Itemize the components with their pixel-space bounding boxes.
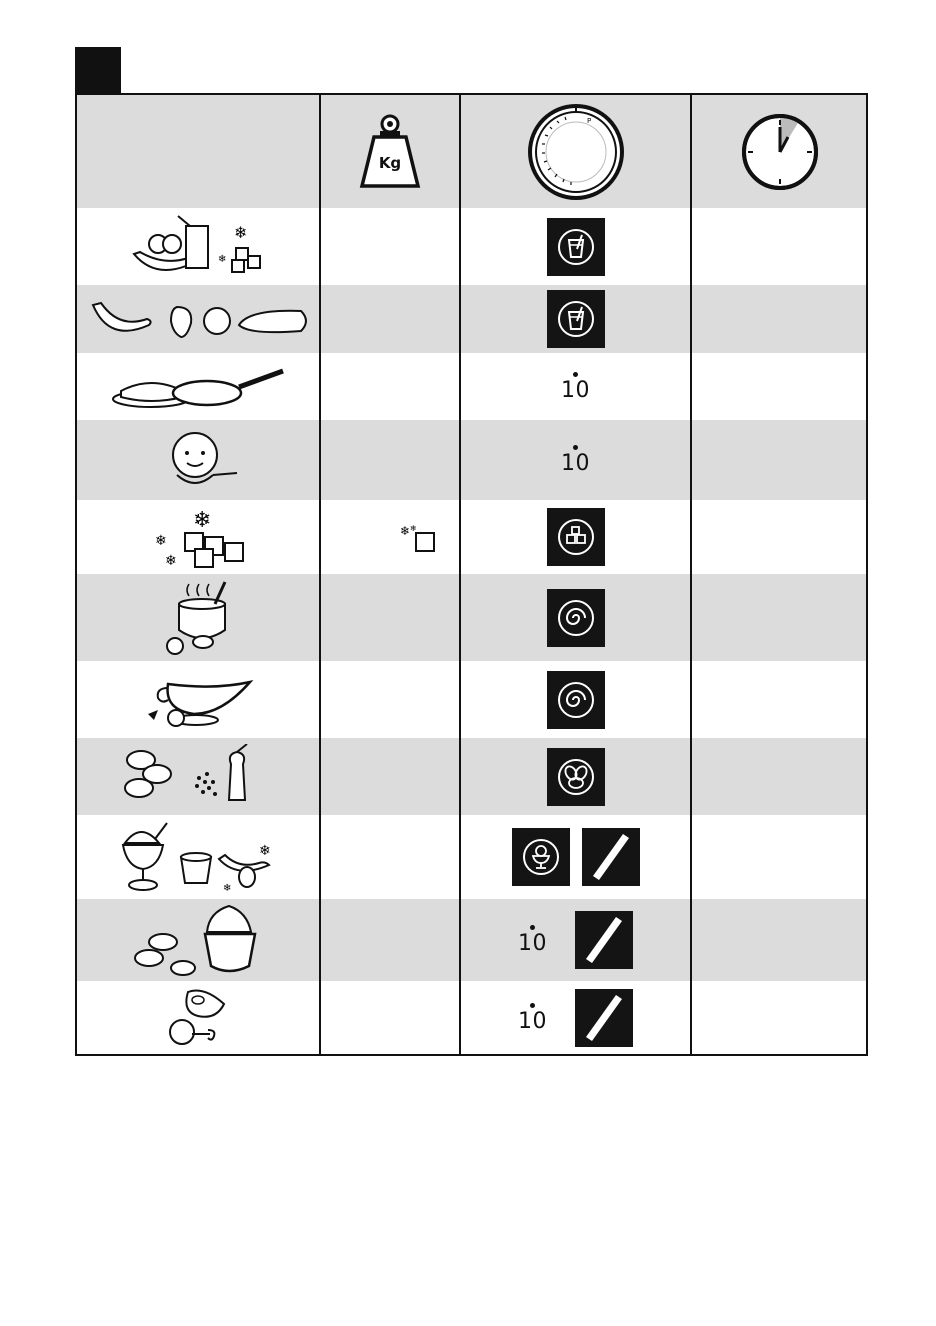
time-cell xyxy=(691,208,868,285)
header-dial xyxy=(460,95,691,208)
weight-cell xyxy=(320,353,460,420)
column-divider xyxy=(459,95,461,1054)
svg-text:❄: ❄ xyxy=(217,253,226,265)
svg-text:❄: ❄ xyxy=(154,533,167,549)
food-cell xyxy=(77,899,320,981)
svg-text:❄: ❄ xyxy=(192,508,211,533)
baby-food-icon xyxy=(159,429,239,491)
program-cell xyxy=(460,285,691,353)
program-cell xyxy=(460,981,691,1054)
time-cell xyxy=(691,738,868,815)
food-cell xyxy=(77,500,320,574)
program-cell xyxy=(460,420,691,500)
clock-icon xyxy=(741,113,819,191)
table-row xyxy=(77,981,866,1054)
sauce-boat-icon xyxy=(144,670,254,730)
time-cell xyxy=(691,353,868,420)
time-cell xyxy=(691,500,868,574)
tamper-icon[interactable] xyxy=(575,911,633,969)
table-row xyxy=(77,738,866,815)
food-cell xyxy=(77,981,320,1054)
weight-cell xyxy=(320,981,460,1054)
meat-icon xyxy=(164,986,234,1050)
svg-text:❄: ❄ xyxy=(222,883,231,894)
program-cell xyxy=(460,661,691,738)
program-cell xyxy=(460,738,691,815)
svg-text:❄: ❄ xyxy=(410,524,417,533)
food-cell xyxy=(77,815,320,899)
ice-cream-yogurt-icon xyxy=(119,819,279,895)
ice-crush-program-icon[interactable] xyxy=(547,508,605,566)
speed-setting[interactable]: 10 xyxy=(518,925,547,955)
weight-cell xyxy=(320,208,460,285)
tamper-icon[interactable] xyxy=(582,828,640,886)
table-header-row xyxy=(77,95,866,208)
speed-dial-icon xyxy=(527,103,625,201)
table-row xyxy=(77,420,866,500)
program-cell xyxy=(460,500,691,574)
table-row xyxy=(77,815,866,899)
food-cell xyxy=(77,208,320,285)
frozen-dessert-program-icon[interactable] xyxy=(512,828,570,886)
header-food xyxy=(77,95,320,208)
recipe-table xyxy=(75,93,868,1056)
nuts-program-icon[interactable] xyxy=(547,748,605,806)
svg-text:P: P xyxy=(586,116,591,125)
time-cell xyxy=(691,661,868,738)
header-weight xyxy=(320,95,460,208)
program-cell xyxy=(460,574,691,661)
weight-cell xyxy=(320,899,460,981)
svg-text:❄: ❄ xyxy=(164,553,177,569)
fruits-vegetables-icon xyxy=(89,297,309,341)
smoothie-program-icon[interactable] xyxy=(547,290,605,348)
weight-cell xyxy=(320,661,460,738)
table-row xyxy=(77,661,866,738)
header-time xyxy=(691,95,868,208)
table-row xyxy=(77,574,866,661)
weight-cell xyxy=(320,420,460,500)
svg-text:❄: ❄ xyxy=(258,843,271,859)
soup-program-icon[interactable] xyxy=(547,671,605,729)
soup-pot-icon xyxy=(159,580,239,656)
table-row xyxy=(77,899,866,981)
section-marker xyxy=(75,47,121,93)
smoothie-fruit-ice-icon xyxy=(124,214,274,280)
svg-text:❄: ❄ xyxy=(400,524,411,538)
soup-program-icon[interactable] xyxy=(547,589,605,647)
table-row xyxy=(77,285,866,353)
program-cell xyxy=(460,815,691,899)
weight-cell xyxy=(320,738,460,815)
food-cell xyxy=(77,420,320,500)
nuts-pepper-mill-icon xyxy=(119,744,279,810)
table-row xyxy=(77,353,866,420)
ice-cube-small-icon xyxy=(400,521,438,553)
weight-kg-icon xyxy=(358,112,422,192)
time-cell xyxy=(691,420,868,500)
weight-cell xyxy=(320,285,460,353)
table-row xyxy=(77,500,866,574)
pancakes-pan-icon xyxy=(111,361,287,413)
speed-setting[interactable]: 10 xyxy=(561,445,590,475)
speed-setting[interactable]: 10 xyxy=(561,372,590,402)
time-cell xyxy=(691,285,868,353)
weight-unit-label: Kg xyxy=(378,153,402,172)
column-divider xyxy=(319,95,321,1054)
weight-cell xyxy=(320,500,460,574)
weight-cell xyxy=(320,815,460,899)
program-cell xyxy=(460,353,691,420)
time-cell xyxy=(691,899,868,981)
food-cell xyxy=(77,353,320,420)
program-cell xyxy=(460,899,691,981)
food-cell xyxy=(77,574,320,661)
food-cell xyxy=(77,738,320,815)
svg-text:❄: ❄ xyxy=(233,222,247,242)
food-cell xyxy=(77,661,320,738)
weight-cell xyxy=(320,574,460,661)
time-cell xyxy=(691,574,868,661)
time-cell xyxy=(691,981,868,1054)
food-cell xyxy=(77,285,320,353)
program-cell xyxy=(460,208,691,285)
table-row xyxy=(77,208,866,285)
column-divider xyxy=(690,95,692,1054)
tamper-icon[interactable] xyxy=(575,989,633,1047)
nut-butter-icon xyxy=(129,902,269,978)
speed-setting[interactable]: 10 xyxy=(518,1003,547,1033)
smoothie-program-icon[interactable] xyxy=(547,218,605,276)
ice-cubes-icon xyxy=(149,505,249,569)
time-cell xyxy=(691,815,868,899)
